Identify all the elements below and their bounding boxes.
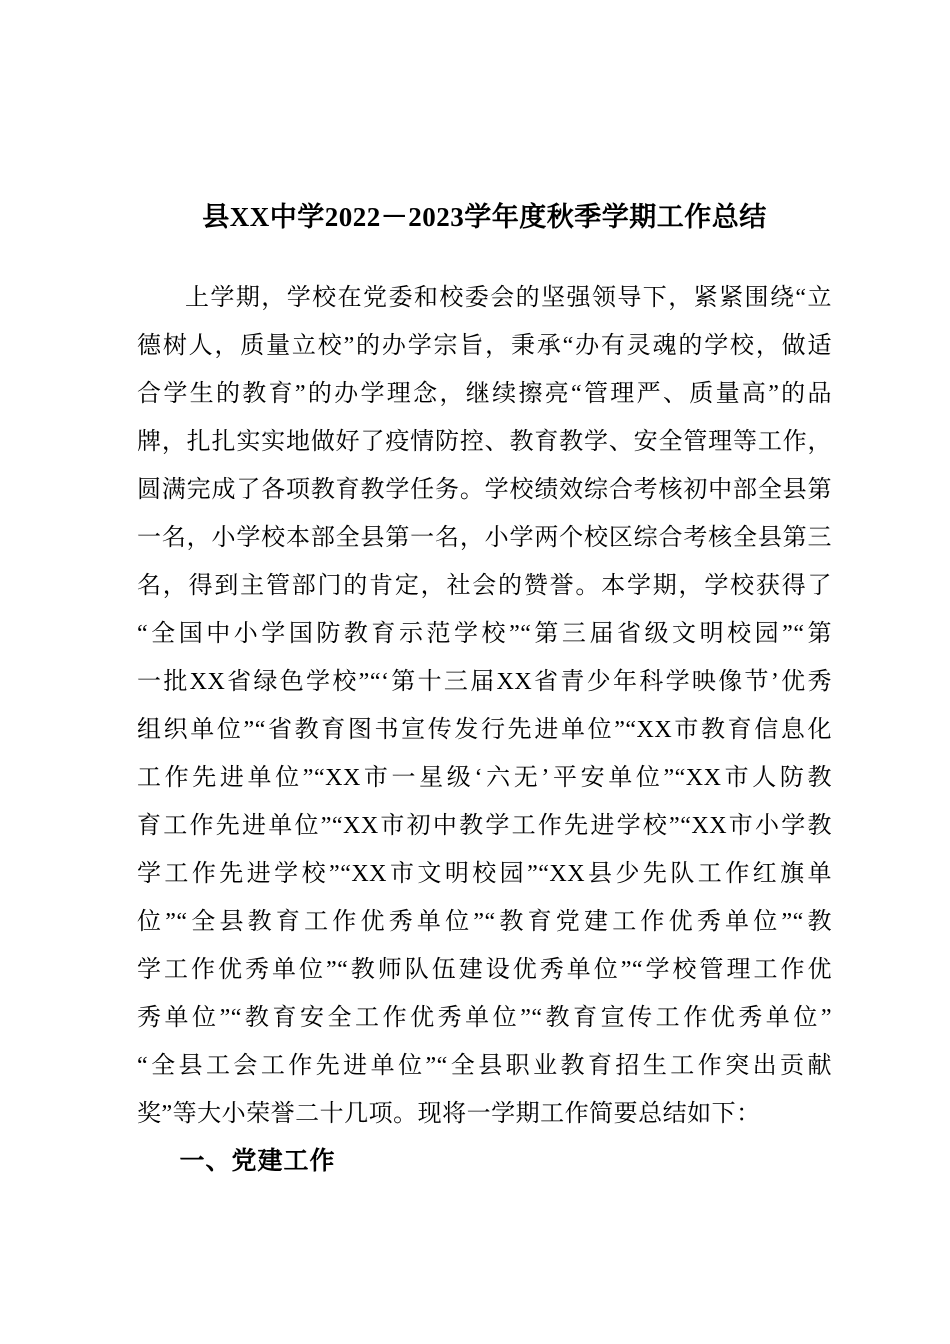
paragraph-line: 上学期，学校在党委和校委会的坚强领导下，紧紧围绕“立 [185, 285, 832, 311]
paragraph-line: 奖”等大小荣誉二十几项。现将一学期工作简要总结如下： [137, 1101, 761, 1127]
paragraph-line: 工作先进单位”“XX市一星级‘六无’平安单位”“XX市人防教 [137, 765, 832, 791]
paragraph-line: 一名，小学校本部全县第一名，小学两个校区综合考核全县第三 [137, 525, 832, 551]
paragraph-line: 学工作优秀单位”“教师队伍建设优秀单位”“学校管理工作优 [137, 957, 832, 983]
section-heading-party-building: 一、党建工作 [179, 1148, 336, 1175]
paragraph-line: 育工作先进单位”“XX市初中教学工作先进学校”“XX市小学教 [137, 813, 832, 839]
paragraph-line: 名，得到主管部门的肯定，社会的赞誉。本学期，学校获得了 [137, 573, 832, 599]
summary-paragraph [137, 274, 832, 1138]
paragraph-line: 圆满完成了各项教育教学任务。学校绩效综合考核初中部全县第 [137, 477, 832, 503]
document-title: 县XX中学2022－2023学年度秋季学期工作总结 [202, 202, 767, 232]
paragraph-line: 学工作先进学校”“XX市文明校园”“XX县少先队工作红旗单 [137, 861, 832, 887]
paragraph-line: “全国中小学国防教育示范学校”“第三届省级文明校园”“第 [137, 621, 832, 647]
paragraph-line: 德树人，质量立校”的办学宗旨，秉承“办有灵魂的学校，做适 [137, 333, 832, 359]
paragraph-line: 组织单位”“省教育图书宣传发行先进单位”“XX市教育信息化 [137, 717, 832, 743]
paragraph-line: 牌，扎扎实实地做好了疫情防控、教育教学、安全管理等工作， [137, 429, 832, 455]
paragraph-line: 秀单位”“教育安全工作优秀单位”“教育宣传工作优秀单位” [137, 1005, 832, 1031]
paragraph-line: 位”“全县教育工作优秀单位”“教育党建工作优秀单位”“教 [137, 909, 832, 935]
paragraph-line: 一批XX省绿色学校”“‘第十三届XX省青少年科学映像节’优秀 [137, 669, 832, 695]
paragraph-line: “全县工会工作先进单位”“全县职业教育招生工作突出贡献 [137, 1053, 832, 1079]
paragraph-line: 合学生的教育”的办学理念，继续擦亮“管理严、质量高”的品 [137, 381, 832, 407]
